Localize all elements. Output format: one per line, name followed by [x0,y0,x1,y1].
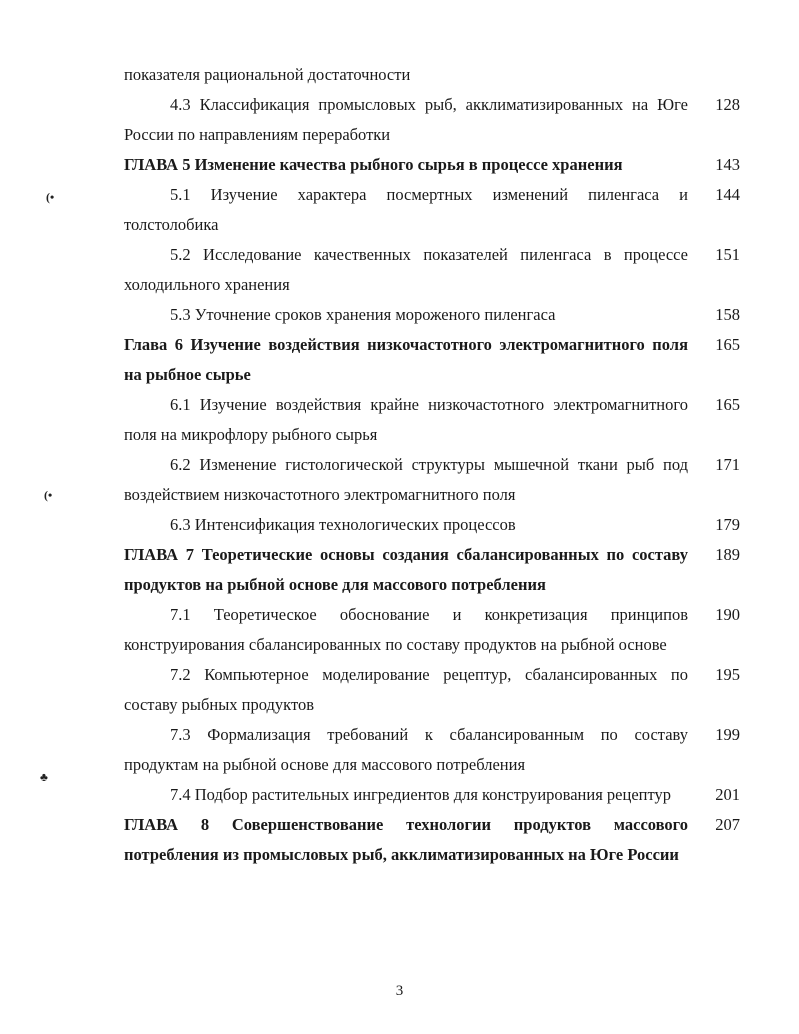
margin-mark: ♣ [40,770,48,784]
toc-entry-text: 5.1 Изучение характера посмертных изменений пиленгаса и толстолобика [124,185,688,234]
toc-entry-text: ГЛАВА 8 Совершенствование технологии продуктов массового потребления из промысловых рыб, акклиматизированных на Юге России [124,815,688,864]
toc-entry-text: 7.1 Теоретическое обоснование и конкретизация принципов конструирования сбалансированных по составу продуктов на рыбной основе [124,605,688,654]
margin-mark: (• [44,488,53,502]
toc-entry-page: 143 [715,155,740,174]
toc-entry-page: 195 [715,665,740,684]
toc-entry [124,180,740,240]
toc-entry-text: 7.3 Формализация требований к сбалансированным по составу продуктам на рыбной основе для массового потребления [124,725,688,774]
toc-entry [124,510,740,540]
toc-entry [124,390,740,450]
toc-entry [124,90,740,150]
toc-entry-text: показателя рациональной достаточности [124,65,411,84]
toc-entry-page: 179 [715,515,740,534]
toc-entry-text: 5.3 Уточнение сроков хранения мороженого пиленгаса [170,305,556,324]
toc-entry-text: 6.3 Интенсификация технологических процессов [170,515,516,534]
toc-entry [124,240,740,300]
toc-chapter-entry [124,150,740,180]
toc-entry-page: 165 [715,395,740,414]
toc-entry [124,780,740,810]
toc-entry-text: Глава 6 Изучение воздействия низкочастотного электромагнитного поля на рыбное сырье [124,335,688,384]
toc-entry-text: ГЛАВА 7 Теоретические основы создания сбалансированных по составу продуктов на рыбной основе для массового потребления [124,545,688,594]
toc-entry-text: 6.1 Изучение воздействия крайне низкочастотного электромагнитного поля на микрофлору рыбного сырья [124,395,688,444]
toc-entry-page: 165 [715,335,740,354]
toc-chapter-entry [124,540,740,600]
toc-entry-page: 207 [715,815,740,834]
toc-chapter-entry [124,810,740,870]
toc-entry [124,660,740,720]
margin-mark: (• [46,190,55,204]
toc-entry [124,60,740,90]
toc-entry-text: 5.2 Исследование качественных показателей пиленгаса в процессе холодильного хранения [124,245,688,294]
toc-entry-page: 171 [715,455,740,474]
toc-entry [124,720,740,780]
toc-entry-page: 128 [715,95,740,114]
toc-entry-text: 7.2 Компьютерное моделирование рецептур, сбалансированных по составу рыбных продуктов [124,665,688,714]
toc-entry-text: 7.4 Подбор растительных ингредиентов для конструирования рецептур [170,785,671,804]
toc-entry-page: 144 [715,185,740,204]
page-number: 3 [395,983,404,999]
toc-entry-text: ГЛАВА 5 Изменение качества рыбного сырья в процессе хранения [124,155,623,174]
toc-entry-page: 201 [715,785,740,804]
toc-entry-text: 4.3 Классификация промысловых рыб, акклиматизированных на Юге России по направлениям переработки [124,95,688,144]
toc-entry-text: 6.2 Изменение гистологической структуры мышечной ткани рыб под воздействием низкочастотного электромагнитного поля [124,455,688,504]
table-of-contents [124,60,740,870]
toc-entry-page: 151 [715,245,740,264]
toc-chapter-entry [124,330,740,390]
toc-entry [124,300,740,330]
toc-entry-page: 199 [715,725,740,744]
toc-entry-page: 189 [715,545,740,564]
toc-entry [124,600,740,660]
toc-entry-page: 190 [715,605,740,624]
toc-entry-page: 158 [715,305,740,324]
toc-entry [124,450,740,510]
